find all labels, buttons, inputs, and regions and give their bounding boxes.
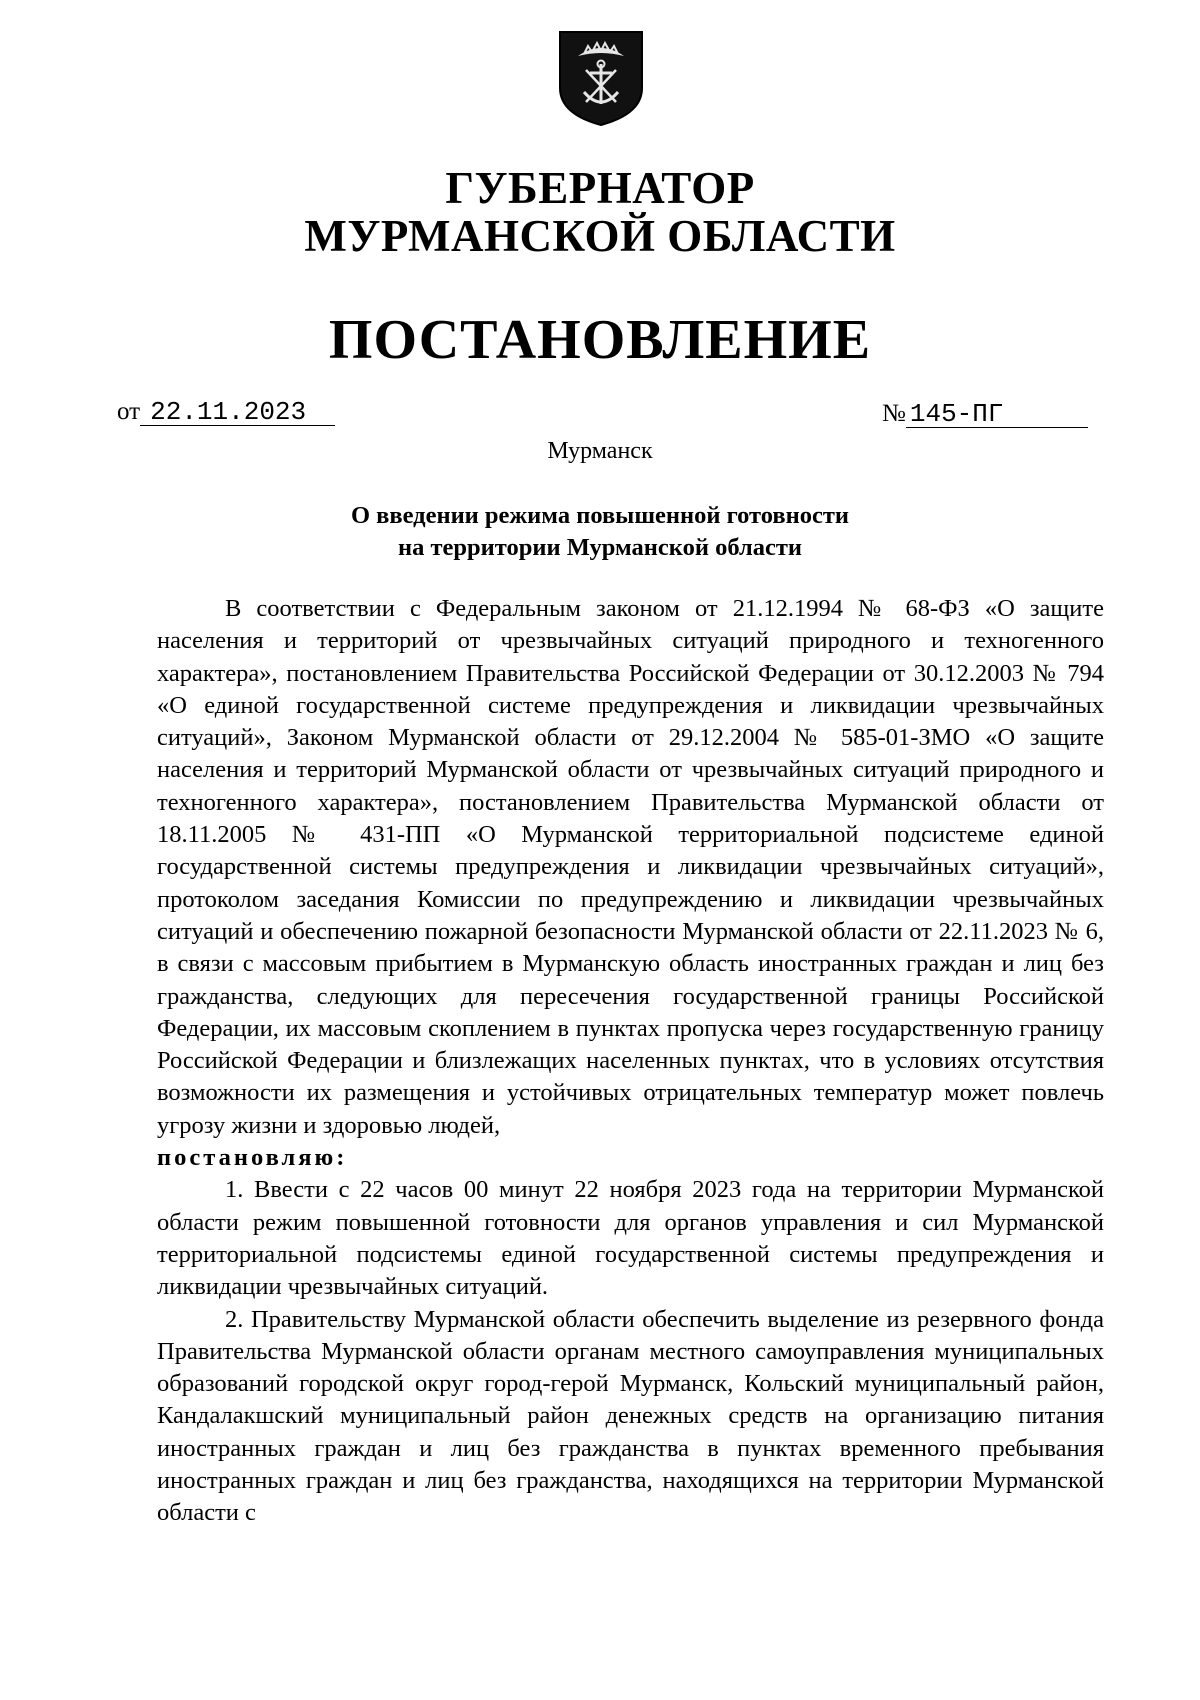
item-2-paragraph: 2. Правительству Мурманской области обеспечить выделение из резервного фонда Правительства Мурманской области органам местного самоуправления муниципальных образований городской округ город-герой Мурманск, Кольский муниципальный район, Кандалакшский муниципальный район денежных средств на организацию питания иностранных граждан и лиц без гражданства в пунктах временного пребывания иностранных граждан и лиц без гражданства, находящихся на территории Мурманской области с — [157, 1305, 1104, 1527]
document-type-title: ПОСТАНОВЛЕНИЕ — [328, 309, 872, 371]
issuer-title-line2: МУРМАНСКОЙ ОБЛАСТИ — [304, 211, 896, 261]
document-date: 22.11.2023 — [140, 399, 335, 426]
subject-line1: О введении режима повышенной готовности — [350, 502, 850, 529]
number-prefix: № — [882, 400, 906, 427]
date-prefix: от — [117, 398, 141, 425]
subject-line2: на территории Мурманской области — [398, 534, 802, 561]
document-subject — [0, 500, 1200, 564]
document-body — [157, 593, 1104, 1530]
item-1-paragraph: 1. Ввести с 22 часов 00 минут 22 ноября 2023 года на территории Мурманской области режим повышенной готовности для органов управления и сил Мурманской территориальной подсистемы единой государственной системы предупреждения и ликвидации чрезвычайных ситуаций. — [157, 1176, 1104, 1301]
document-city: Мурманск — [547, 438, 653, 464]
document-number: 145-ПГ — [906, 401, 1088, 428]
preamble-paragraph: В соответствии с Федеральным законом от 21.12.1994 № 68-ФЗ «О защите населения и территорий от чрезвычайных ситуаций природного и техногенного характера», постановлением Правительства Российской Федерации от 30.12.2003 № 794 «О единой государственной системе предупреждения и ликвидации чрезвычайных ситуаций», Законом Мурманской области от 29.12.2004 № 585-01-ЗМО «О защите населения и территорий Мурманской области от чрезвычайных ситуаций природного и техногенного характера», постановлением Правительства Мурманской области от 18.11.2005 № 431-ПП «О Мурманской территориальной подсистеме единой государственной системы предупреждения и ликвидации чрезвычайных ситуаций», протоколом заседания Комиссии по предупреждению и ликвидации чрезвычайных ситуаций и обеспечению пожарной безопасности Мурманской области от 22.11.2023 № 6, в связи с массовым прибытием в Мурманскую область иностранных граждан и лиц без гражданства, следующих для пересечения государственной границы Российской Федерации, их массовым скоплением в пунктах пропуска через государственную границу Российской Федерации и близлежащих населенных пунктах, что в условиях отсутствия возможности их размещения и устойчивых отрицательных температур может повлечь угрозу жизни и здоровью людей, — [157, 595, 1104, 1139]
document-number-block — [882, 400, 1088, 428]
murmansk-coat-of-arms-icon — [556, 30, 646, 127]
issuer-title-line1: ГУБЕРНАТОР — [445, 163, 755, 213]
decree-word: постановляю: — [157, 1144, 348, 1172]
document-date-block — [117, 398, 335, 426]
